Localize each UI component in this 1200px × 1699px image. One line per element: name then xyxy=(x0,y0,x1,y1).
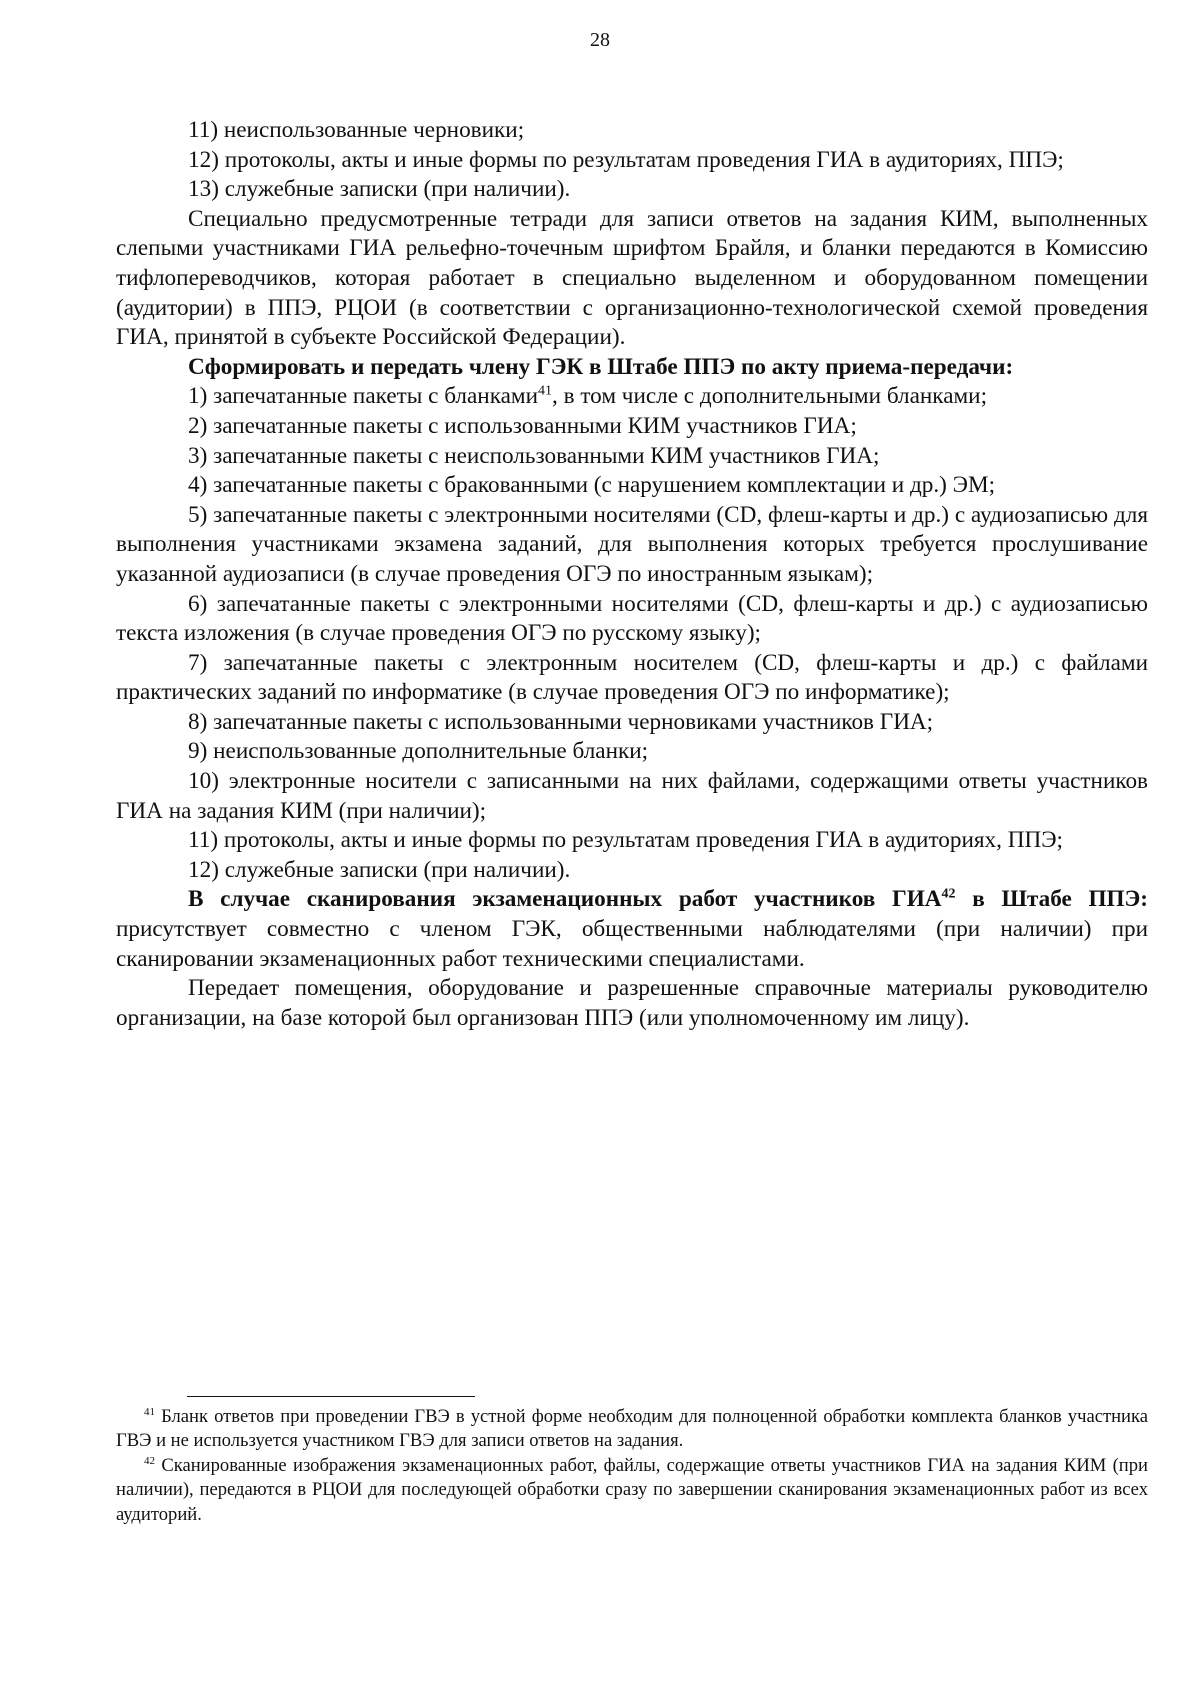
transfer-item-1 xyxy=(116,382,1148,412)
body-text xyxy=(116,116,1148,1033)
transfer-item-12: 12) служебные записки (при наличии). xyxy=(188,856,571,883)
transfer-item-11: 11) протоколы, акты и иные формы по результатам проведения ГИА в аудиториях, ППЭ; xyxy=(188,827,1063,854)
transfer-item-5: 5) запечатанные пакеты с электронными носителями (CD, флеш-карты и др.) с аудиозаписью для выполнения участниками экзамена заданий, для выполнения которых требуется прослушивание указанной аудиозаписи (в случае проведения ОГЭ по иностранным языкам); xyxy=(116,501,1148,587)
scanning-heading-cont: в Штабе ППЭ: xyxy=(955,886,1149,913)
footnote-41 xyxy=(116,1405,1148,1454)
transfer-item-3: 3) запечатанные пакеты с неиспользованными КИМ участников ГИА; xyxy=(188,442,880,469)
list-item-memos: 13) служебные записки (при наличии). xyxy=(188,176,571,203)
transfer-item-1-text: 1) запечатанные пакеты с бланками xyxy=(188,383,538,410)
list-item-protocols: 12) протоколы, акты и иные формы по результатам проведения ГИА в аудиториях, ППЭ; xyxy=(188,146,1064,173)
transfer-item-1-text-cont: , в том числе с дополнительными бланками; xyxy=(552,383,988,410)
transfer-item-2: 2) запечатанные пакеты с использованными КИМ участников ГИА; xyxy=(188,412,857,439)
footnote-42 xyxy=(116,1454,1148,1527)
page-number: 28 xyxy=(590,29,610,51)
footnotes xyxy=(116,1405,1148,1527)
scanning-paragraph xyxy=(116,885,1148,974)
transfer-item-7: 7) запечатанные пакеты с электронным носителем (CD, флеш-карты и др.) с файлами практических заданий по информатике (в случае проведения ОГЭ по информатике); xyxy=(116,649,1148,706)
transfer-item-10: 10) электронные носители с записанными на них файлами, содержащими ответы участников ГИА на задания КИМ (при наличии); xyxy=(116,768,1148,824)
footnote-separator xyxy=(187,1396,475,1397)
footnote-ref-41: 41 xyxy=(538,383,552,399)
footnote-41-text: Бланк ответов при проведении ГВЭ в устной форме необходим для полноценной обработки комплекта бланков участника ГВЭ и не используется участником ГВЭ для записи ответов на задания. xyxy=(116,1406,1148,1452)
transfer-item-6: 6) запечатанные пакеты с электронными носителями (CD, флеш-карты и др.) с аудиозаписью текста изложения (в случае проведения ОГЭ по русскому языку); xyxy=(116,590,1148,647)
braille-paragraph: Специально предусмотренные тетради для записи ответов на задания КИМ, выполненных слепыми участниками ГИА рельефно-точечным шрифтом Брайля, и бланки передаются в Комиссию тифлопереводчиков, которая работает в специально выделенном и оборудованном помещении (аудитории) в ППЭ, РЦОИ (в соответствии с организационно-технологической схемой проведения ГИА, принятой в субъекте Российской Федерации). xyxy=(116,205,1148,351)
scanning-text: присутствует совместно с членом ГЭК, общественными наблюдателями (при наличии) при сканировании экзаменационных работ техническими специалистами. xyxy=(116,916,1148,972)
closing-paragraph: Передает помещения, оборудование и разрешенные справочные материалы руководителю организации, на базе которой был организован ППЭ (или уполномоченному им лицу). xyxy=(116,975,1148,1031)
footnote-ref-42: 42 xyxy=(941,886,956,902)
section-heading-transfer: Сформировать и передать члену ГЭК в Штабе ППЭ по акту приема-передачи: xyxy=(188,353,1014,380)
list-item-unused-drafts: 11) неиспользованные черновики; xyxy=(188,117,525,143)
footnote-42-text: Сканированные изображения экзаменационных работ, файлы, содержащие ответы участников ГИА на задания КИМ (при наличии), передаются в РЦОИ для последующей обработки сразу по завершении сканирования экзаменационных работ из всех аудиторий. xyxy=(116,1454,1148,1525)
footnote-42-marker: 42 xyxy=(144,1454,155,1467)
footnote-41-marker: 41 xyxy=(144,1405,155,1418)
transfer-item-9: 9) неиспользованные дополнительные бланки; xyxy=(188,738,649,765)
transfer-item-4: 4) запечатанные пакеты с бракованными (с нарушением комплектации и др.) ЭМ; xyxy=(188,472,996,499)
scanning-heading: В случае сканирования экзаменационных работ участников ГИА xyxy=(188,886,942,913)
transfer-item-8: 8) запечатанные пакеты с использованными черновиками участников ГИА; xyxy=(188,708,934,735)
